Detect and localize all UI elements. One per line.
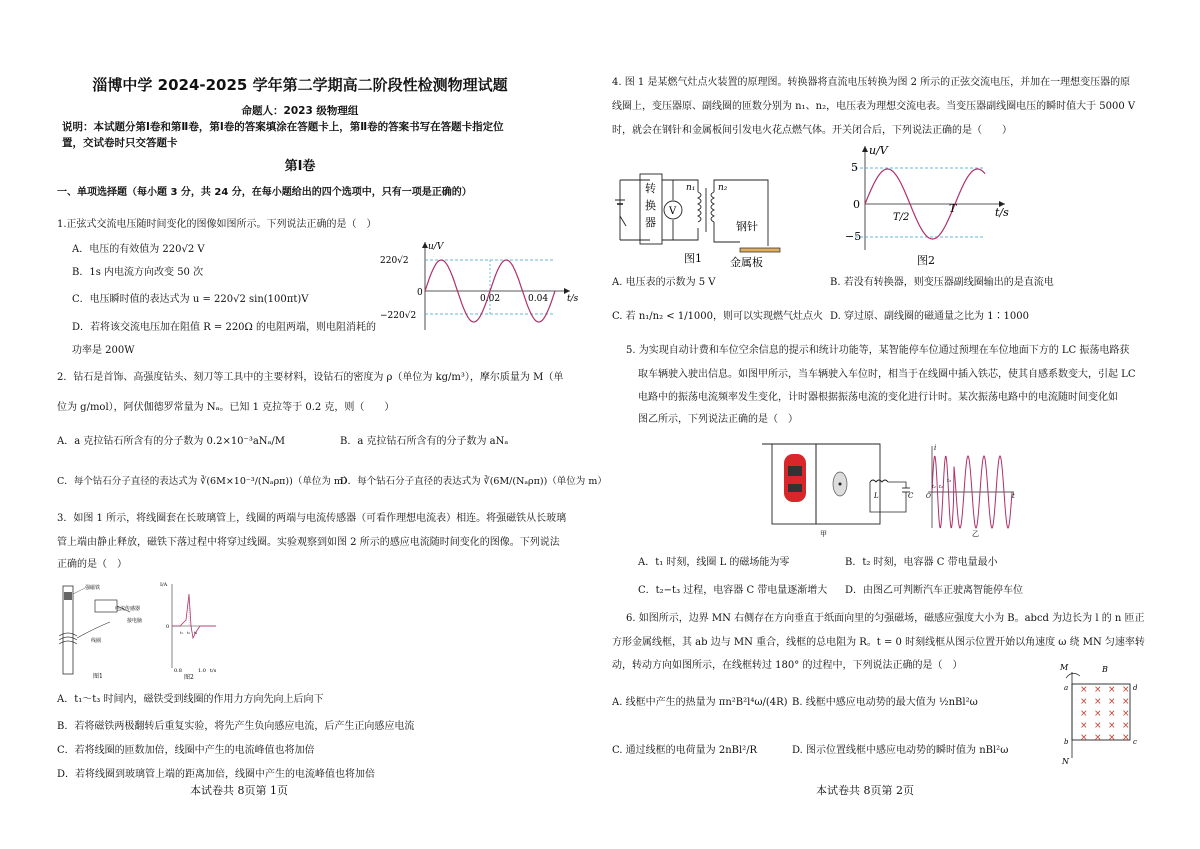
q6-stem-line1: 6. 如图所示，边界 MN 右侧存在方向垂直于纸面向里的匀强磁场，磁感应强度大小为 B。abcd 为边长为 l 的 n 匝正 xyxy=(626,613,1145,624)
q5-option-b: B．t₂ 时刻，电容器 C 带电量最小 xyxy=(845,557,998,568)
field-cross-mark: × xyxy=(1122,685,1130,695)
q4-graph-period: T xyxy=(949,202,957,215)
q5-graph-t3: t₃ xyxy=(947,478,952,484)
q5-fig-jia: 甲 xyxy=(820,530,827,538)
q5-inductor-label: L xyxy=(874,492,879,500)
q2-stem-line2: 位为 g/mol），阿伏伽德罗常量为 Nₐ。已知 1 克拉等于 0.2 克，则（ ） xyxy=(57,402,395,413)
q3-fig2-t3: t₃ xyxy=(194,630,198,635)
q2-option-b: B．a 克拉钻石所含有的分子数为 aNₐ xyxy=(340,436,509,447)
q3-fig2-tick-10: 1.0 xyxy=(198,668,206,674)
q3-option-b: B．若将磁铁两极翻转后重复实验，将先产生负向感应电流，后产生正向感应电流 xyxy=(57,721,415,732)
q3-fig2-tick-08: 0.8 xyxy=(174,668,182,674)
field-cross-mark: × xyxy=(1122,697,1130,707)
q4-stem-line2: 线圈上，变压器原、副线圈的匝数分别为 n₁、n₂，电压表为理想交流电表。当变压器副线圈电压的瞬时值大于 5000 V xyxy=(612,101,1136,112)
q1-graph-xlabel: t/s xyxy=(567,294,579,304)
field-cross-mark: × xyxy=(1094,697,1102,707)
q5-graph-t1: t₁ xyxy=(932,484,937,490)
field-cross-mark: × xyxy=(1094,721,1102,731)
q6-label-N: N xyxy=(1062,757,1069,766)
q5-fig-yi: 乙 xyxy=(972,530,979,538)
q4-graph-ymin: −5 xyxy=(845,230,862,243)
q2-option-d: D．每个钻石分子直径的表达式为 ∛(6M/(Nₐρπ))（单位为 m） xyxy=(340,476,607,487)
q4-graph-origin: 0 xyxy=(853,198,860,211)
q3-stem-line1: 3．如图 1 所示，将线圈套在长玻璃管上，线圈的两端与电流传感器（可看作理想电流表）相连。将强磁铁从长玻璃 xyxy=(57,513,567,524)
q6-figure xyxy=(1058,660,1148,768)
q3-fig2-xlabel: t/s xyxy=(210,668,217,674)
q6-label-M: M xyxy=(1060,663,1069,672)
field-cross-mark: × xyxy=(1108,733,1116,743)
q3-option-d: D．若将线圈到玻璃管上端的距离加倍，线圈中产生的电流峰值也将加倍 xyxy=(57,769,376,780)
q1-option-a: A．电压的有效值为 220√2 V xyxy=(72,244,205,255)
magnetic-field-crosses xyxy=(1080,685,1130,743)
q5-figure xyxy=(762,440,1022,540)
footer-page2: 本试卷共 8页第 2页 xyxy=(816,784,914,797)
q4-fig1-caption: 图1 xyxy=(684,252,702,265)
field-cross-mark: × xyxy=(1094,709,1102,719)
q3-stem-line3: 正确的是（ ） xyxy=(57,559,127,570)
q5-option-a: A．t₁ 时刻，线圈 L 的磁场能为零 xyxy=(638,557,790,568)
q5-capacitor-label: C xyxy=(908,492,914,500)
q1-graph-origin: 0 xyxy=(417,288,423,298)
q1-option-d: D．若将该交流电压加在阻值 R = 220Ω 的电阻两端，则电阻消耗的 xyxy=(72,322,377,333)
car-icon xyxy=(784,454,806,502)
q6-option-c: C. 通过线框的电荷量为 2nBl²/R xyxy=(612,745,758,756)
q1-graph-ymin: −220√2 xyxy=(380,311,417,321)
q6-label-a: a xyxy=(1064,684,1069,692)
q4-needle-label: 钢针 xyxy=(736,220,758,233)
field-cross-mark: × xyxy=(1108,721,1116,731)
q4-graph-ylabel: u/V xyxy=(869,144,888,157)
q4-option-c: C. 若 n₁/n₂ < 1/1000，则可以实现燃气灶点火 xyxy=(612,311,824,322)
q5-stem-line3: 电路中的振荡电流频率发生变化，计时器根据振荡电流的变化进行计时。某次振荡电路中的电流随时间变化如 xyxy=(638,392,1118,403)
field-cross-mark: × xyxy=(1080,697,1088,707)
q4-graph-xlabel: t/s xyxy=(995,206,1009,219)
q3-option-c: C．若将线圈的匝数加倍，线圈中产生的电流峰值也将加倍 xyxy=(57,745,315,756)
q1-option-c: C．电压瞬时值的表达式为 u = 220√2 sin(100πt)V xyxy=(72,294,309,305)
q5-graph-t2: t₂ xyxy=(939,484,944,490)
q6-label-B: B xyxy=(1102,665,1108,674)
footer-page1: 本试卷共 8页第 1页 xyxy=(190,784,288,797)
q1-stem: 1.正弦式交流电压随时间变化的图像如图所示。下列说法正确的是（ ） xyxy=(57,219,377,230)
field-cross-mark: × xyxy=(1122,733,1130,743)
q4-graph-ymax: 5 xyxy=(851,161,858,174)
q4-stem-line3: 时，就会在钢针和金属板间引发电火花点燃气体。开关闭合后，下列说法正确的是（ ） xyxy=(612,125,1012,136)
field-cross-mark: × xyxy=(1108,709,1116,719)
section-title: 第Ⅰ卷 xyxy=(284,159,316,174)
q1-option-d-cont: 功率是 200W xyxy=(72,345,135,356)
q6-label-d: d xyxy=(1133,684,1138,692)
field-cross-mark: × xyxy=(1122,709,1130,719)
q3-fig2-caption: 图2 xyxy=(184,674,194,681)
q6-label-c: c xyxy=(1133,738,1137,746)
q4-converter-char2: 换 xyxy=(645,199,656,212)
q4-plate-label: 金属板 xyxy=(730,256,763,269)
q6-option-a: A. 线框中产生的热量为 πn²B²l⁴ω/(4R) xyxy=(612,697,788,708)
svg-text:V: V xyxy=(669,206,677,217)
q6-stem-line3: 动，转动方向如图所示，在线框转过 180° 的过程中，下列说法正确的是（ ） xyxy=(612,660,963,671)
exam-note-line2: 置，交试卷时只交答题卡 xyxy=(62,137,178,149)
q1-voltage-graph xyxy=(380,238,590,333)
q2-option-c: C．每个钻石分子直径的表达式为 ∛(6M×10⁻³/(Nₐρπ))（单位为 m） xyxy=(57,476,353,487)
q6-label-b: b xyxy=(1064,738,1069,746)
exam-note-line1: 说明：本试题分第Ⅰ卷和第Ⅱ卷，第Ⅰ卷的答案填涂在答题卡上，第Ⅱ卷的答案书写在答题卡指定位 xyxy=(62,121,504,133)
q4-figure2-graph xyxy=(845,138,1025,270)
field-cross-mark: × xyxy=(1080,709,1088,719)
q3-stem-line2: 管上端由静止释放，磁铁下落过程中将穿过线圈。实验观察到如图 2 所示的感应电流随时间变化的图像。下列说法 xyxy=(57,537,560,548)
q4-converter-char3: 器 xyxy=(645,216,656,229)
field-cross-mark: × xyxy=(1122,721,1130,731)
field-cross-mark: × xyxy=(1080,733,1088,743)
q4-figure1-circuit xyxy=(610,160,800,270)
q3-fig2-t2: t₂ xyxy=(187,630,191,635)
q1-graph-x2: 0.04 xyxy=(528,294,549,304)
q3-figure2 xyxy=(160,580,220,682)
field-cross-mark: × xyxy=(1080,685,1088,695)
q3-fig1-label-sensor: 电流传感器 xyxy=(115,606,141,612)
q5-stem-line2: 取车辆驶入驶出信息。如图甲所示，当车辆驶入车位时，相当于在线圈中插入铁芯，使其自感系数变大，引起 LC xyxy=(638,369,1136,380)
q1-graph-ylabel: u/V xyxy=(428,242,444,252)
q5-option-c: C．t₂−t₃ 过程，电容器 C 带电量逐渐增大 xyxy=(638,585,828,596)
exam-title: 淄博中学 2024-2025 学年第二学期高二阶段性检测物理试题 xyxy=(92,76,508,94)
q1-option-b: B．1s 内电流方向改变 50 次 xyxy=(72,267,204,278)
q5-stem-line4: 图乙所示，下列说法正确的是（ ） xyxy=(638,414,798,425)
q4-n1-label: n₁ xyxy=(686,183,696,193)
q3-option-a: A．t₁～t₃ 时间内，磁铁受到线圈的作用力方向先向上后向下 xyxy=(57,694,324,705)
q6-option-b: B. 线框中感应电动势的最大值为 ½nBl²ω xyxy=(792,697,978,708)
q3-fig1-label-computer: 接电脑 xyxy=(127,618,143,624)
q2-stem-line1: 2．钻石是首饰、高强度钻头、刻刀等工具中的主要材料，设钻石的密度为 ρ（单位为 kg/m³），摩尔质量为 M（单 xyxy=(57,372,564,383)
q3-fig1-caption: 图1 xyxy=(93,673,103,680)
q3-fig2-ylabel: I/A xyxy=(160,582,168,588)
q4-graph-half-period: T/2 xyxy=(893,212,910,223)
q4-fig2-caption: 图2 xyxy=(917,254,935,267)
q1-graph-x1: 0.02 xyxy=(480,294,501,304)
q4-stem-line1: 4. 图 1 是某燃气灶点火装置的原理图。转换器将直流电压转换为图 2 所示的正弦交流电压，并加在一理想变压器的原 xyxy=(612,77,1131,88)
page-right xyxy=(600,0,1200,849)
q4-option-b: B. 若没有转换器，则变压器副线圈输出的是直流电 xyxy=(830,277,1054,288)
field-cross-mark: × xyxy=(1080,721,1088,731)
q5-option-d: D．由图乙可判断汽车正驶离智能停车位 xyxy=(845,585,1024,596)
q5-graph-origin: O xyxy=(926,493,931,500)
q2-option-a: A．a 克拉钻石所含有的分子数为 0.2×10⁻³aNₐ/M xyxy=(57,436,286,447)
field-cross-mark: × xyxy=(1094,733,1102,743)
q6-option-d: D. 图示位置线框中感应电动势的瞬时值为 nBl²ω xyxy=(792,745,1009,756)
q1-graph-ymax: 220√2 xyxy=(380,256,409,266)
field-cross-mark: × xyxy=(1108,697,1116,707)
exam-author: 命题人：2023 级物理组 xyxy=(241,105,359,117)
q4-converter-char1: 转 xyxy=(645,182,656,195)
q5-graph-xlabel: t xyxy=(1012,492,1015,500)
q3-fig1-label-magnet: 强磁铁 xyxy=(85,585,101,591)
q5-stem-line1: 5. 为实现自动计费和车位空余信息的提示和统计功能等，某智能停车位通过预埋在车位地面下方的 LC 振荡电路获 xyxy=(626,345,1130,356)
q6-stem-line2: 方形金属线框，其 ab 边与 MN 重合，线框的总电阻为 R。t = 0 时刻线框从图示位置开始以角速度 ω 绕 MN 匀速率转 xyxy=(612,637,1145,648)
q4-option-d: D. 穿过原、副线圈的磁通量之比为 1∶1000 xyxy=(830,311,1030,322)
q5-graph-ylabel: i xyxy=(934,444,937,452)
q4-option-a: A. 电压表的示数为 5 V xyxy=(612,277,716,288)
q3-fig1-label-coil: 线圈 xyxy=(91,638,102,644)
q4-n2-label: n₂ xyxy=(718,183,728,193)
q3-fig2-origin: 0 xyxy=(166,624,170,630)
field-cross-mark: × xyxy=(1108,685,1116,695)
part1-heading: 一、单项选择题（每小题 3 分，共 24 分，在每小题给出的四个选项中，只有一项是正确的） xyxy=(57,187,472,198)
q3-fig2-t1: t₁ xyxy=(180,630,184,635)
field-cross-mark: × xyxy=(1094,685,1102,695)
q3-figure1 xyxy=(55,580,155,682)
